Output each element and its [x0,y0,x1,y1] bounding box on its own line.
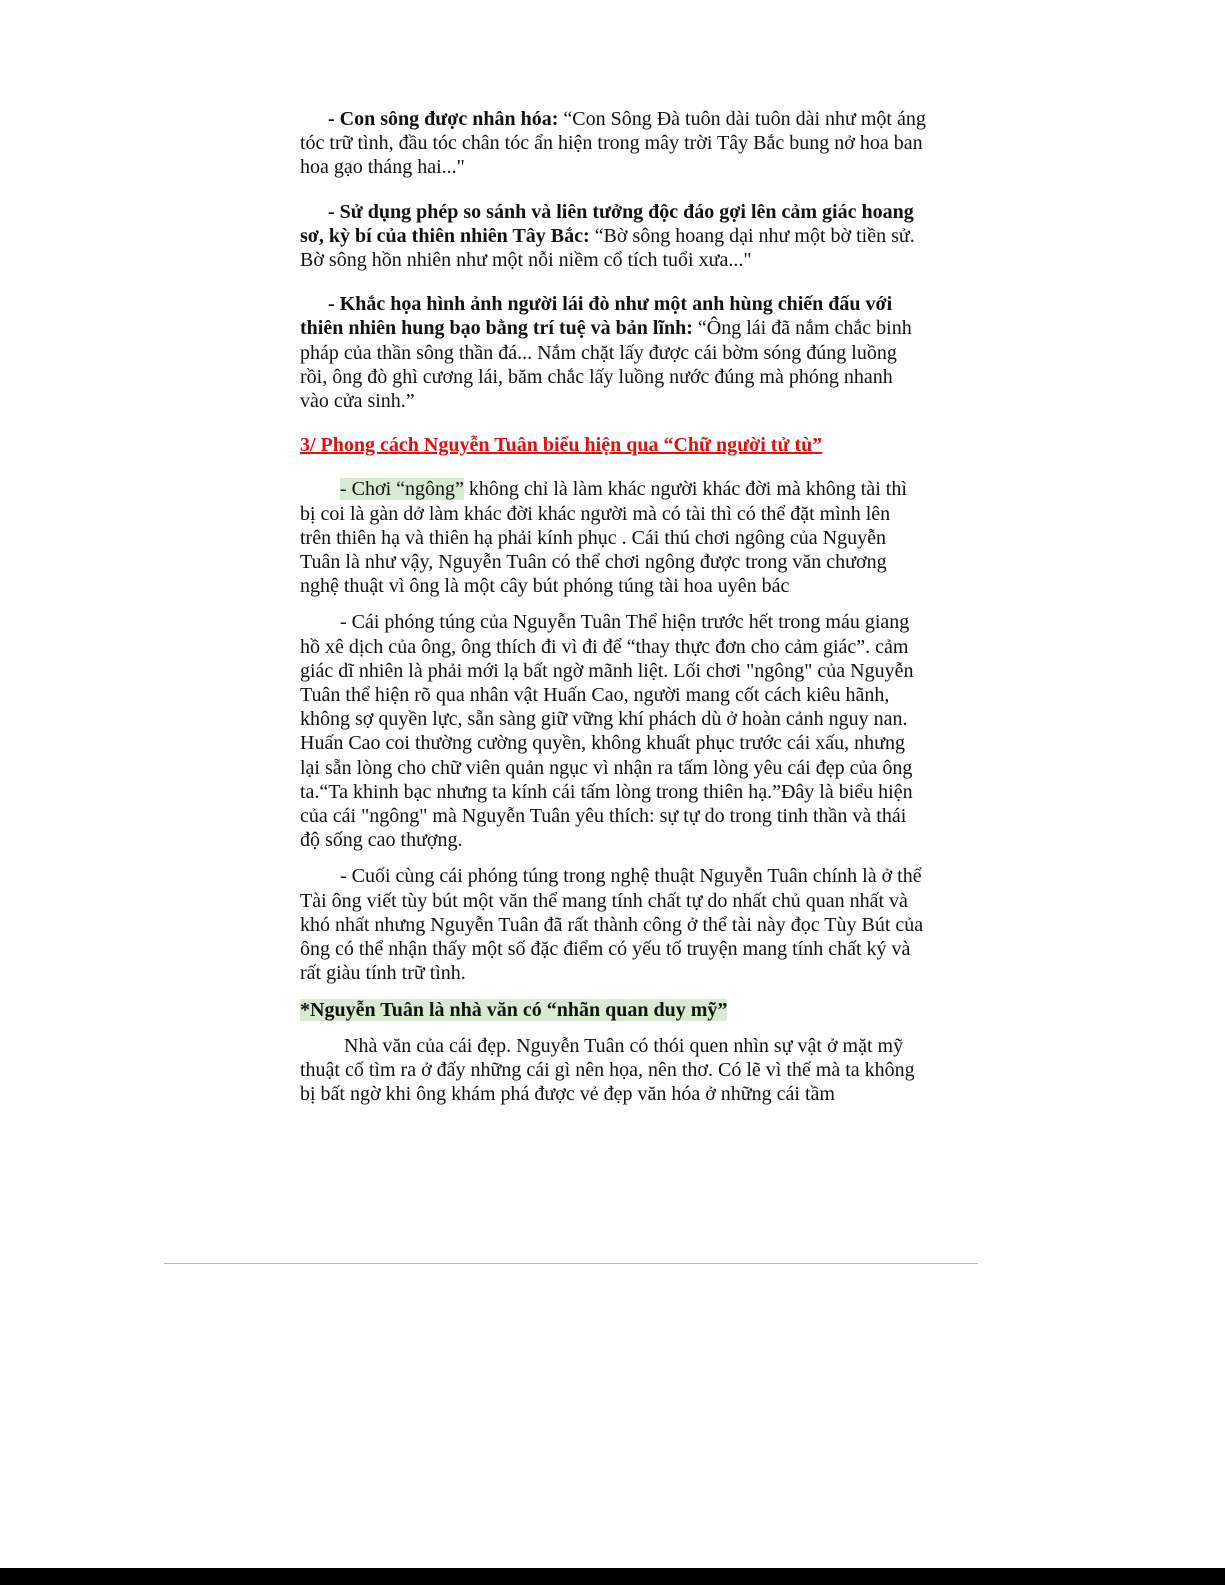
subsection-heading-text: *Nguyễn Tuân là nhà văn có “nhãn quan duy mỹ” [300,998,728,1021]
section-heading: 3/ Phong cách Nguyễn Tuân biểu hiện qua “Chữ người tử tù” [300,434,823,457]
page-divider [164,1263,978,1264]
paragraph-text: không chỉ là làm khác người khác đời mà không tài thì bị coi là gàn dở làm khác đời khác người mà có tài thì có thể đặt mình lên trên thiên hạ và thiên hạ phải kính phục . Cái thú chơi ngông của Nguyễn Tuân là như vậy, Nguyễn Tuân có thể chơi ngông được trong văn chương nghệ thuật vì ông là một cây bút phóng túng tài hoa uyên bác [300,478,907,598]
paragraph-duy-my: Nhà văn của cái đẹp. Nguyễn Tuân có thói quen nhìn sự vật ở mặt mỹ thuật cố tìm ra ở đấy những cái gì nên họa, nên thơ. Có lẽ vì thế mà ta không bị bất ngờ khi ông khám phá được vẻ đẹp văn hóa ở những cái tầm [300,1034,915,1106]
paragraph-text: “Con Sông Đà tuôn dài tuôn dài như một áng tóc trữ tình, đầu tóc chân tóc ẩn hiện trong mây trời Tây Bắc bung nở hoa ban hoa gạo tháng hai..." [300,108,926,179]
paragraph-text: “Bờ sông hoang dại như một bờ tiền sử. Bờ sông hồn nhiên như một nỗi niềm cổ tích tuổi xưa..." [300,224,915,272]
paragraph-tuy-but: - Cuối cùng cái phóng túng trong nghệ thuật Nguyễn Tuân chính là ở thể Tài ông viết tùy bút một văn thể mang tính chất tự do nhất chủ quan nhất và khó nhất nhưng Nguyễn Tuân đã rất thành công ở thể tài này đọc Tùy Bút của ông có thể nhận thấy một số đặc điểm có yếu tố truyện mang tính chất ký và rất giàu tính trữ tình. [300,865,924,985]
paragraph-lead: - Sử dụng phép so sánh và liên tưởng độc đáo gợi lên cảm giác hoang sơ, kỳ bí của thiên nhiên Tây Bắc: [300,200,914,247]
highlighted-text: - Chơi “ngông” [340,478,464,501]
paragraph-text: “Ông lái đã nắm chắc binh pháp của thần sông thần đá... Nắm chặt lấy được cái bờm sóng đúng luồng rồi, ông đò ghì cương lái, băm chắc lấy luồng nước đúng mà phóng nhanh vào cửa sinh.” [300,317,912,413]
paragraph-comparison [300,200,926,273]
paragraph-ferryman [300,292,926,413]
paragraph-ngong [300,477,926,598]
paragraph-lead: - Khắc họa hình ảnh người lái đò như một anh hùng chiến đấu với thiên nhiên hung bạo bằng trí tuệ và bản lĩnh: [300,293,893,340]
subsection-heading [300,998,926,1022]
document-body [300,107,926,1106]
bottom-bar [0,1568,1225,1585]
paragraph-lead: - Con sông được nhân hóa: [328,108,559,130]
paragraph-phong-tung: - Cái phóng túng của Nguyễn Tuân Thể hiện trước hết trong máu giang hồ xê dịch của ông, ông thích đi vì đi để “thay thực đơn cho cảm giác”. cảm giác dĩ nhiên là phải mới lạ bất ngờ mãnh liệt. Lối chơi "ngông" của Nguyễn Tuân thể hiện rõ qua nhân vật Huấn Cao, người mang cốt cách kiêu hãnh, không sợ quyền lực, sẵn sàng giữ vững khí phách dù ở hoàn cảnh nguy nan. Huấn Cao coi thường cường quyền, không khuất phục trước cái xấu, nhưng lại sẵn lòng cho chữ viên quản ngục vì nhận ra tấm lòng yêu cái đẹp của ông ta.“Ta khinh bạc nhưng ta kính cái tấm lòng trong thiên hạ.”Đây là biểu hiện của cái "ngông" mà Nguyễn Tuân yêu thích: sự tự do trong tinh thần và thái độ sống cao thượng. [300,611,914,852]
paragraph-personification [300,107,926,180]
